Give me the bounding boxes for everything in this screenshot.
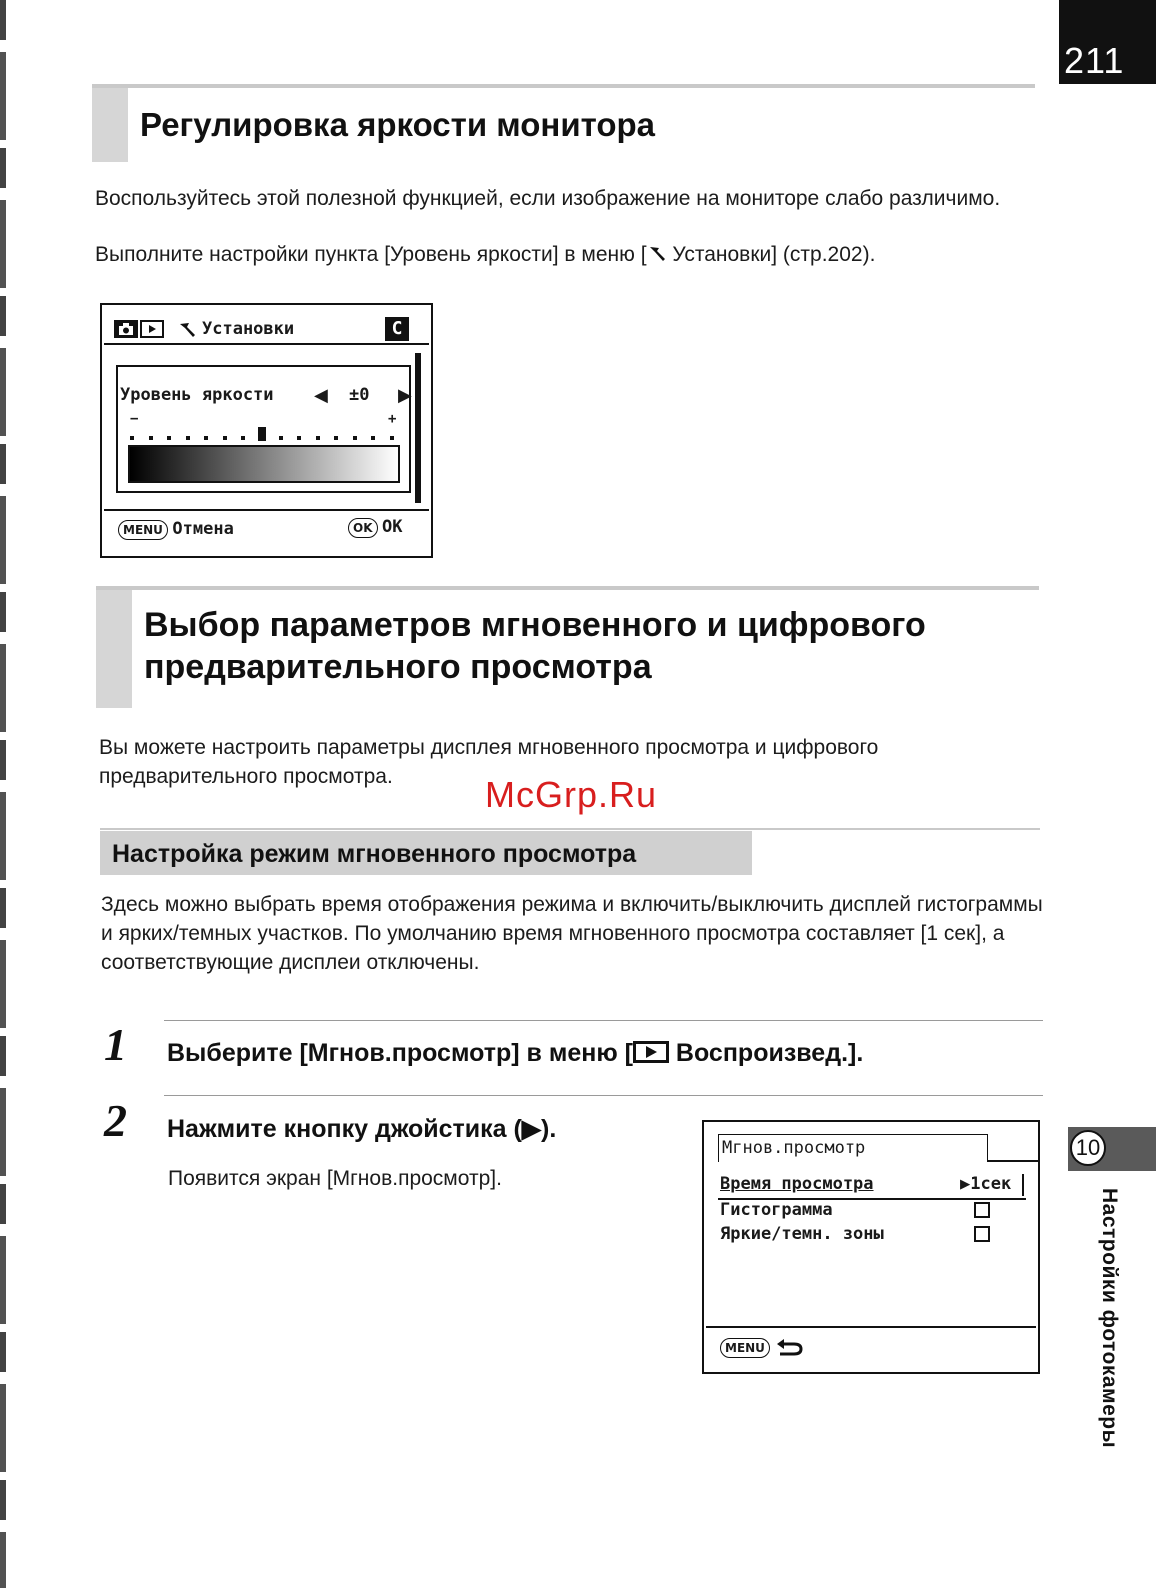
step-number: 1 xyxy=(104,1019,127,1070)
scale-dot xyxy=(334,436,338,440)
paragraph: Выполните настройки пункта [Уровень яркости] в меню [ Установки] (стр.202). xyxy=(95,243,876,266)
wrench-icon xyxy=(647,245,667,263)
section-marker xyxy=(96,590,132,708)
subsection-title: Настройка режим мгновенного просмотра xyxy=(112,840,637,868)
playback-tab-icon xyxy=(140,320,164,338)
scale-dot xyxy=(297,436,301,440)
menu-key-icon: MENU xyxy=(118,520,168,540)
scale-dot xyxy=(371,436,375,440)
step-rule xyxy=(164,1020,1043,1021)
step-text: Выберите [Мгнов.просмотр] в меню [ Воспроизвед.]. xyxy=(167,1039,864,1067)
brightness-popup xyxy=(116,365,411,493)
scale-minus: − xyxy=(130,411,139,427)
paragraph: Здесь можно выбрать время отображения режима и включить/выключить дисплей гистограммы и ярких/темных участков. По умолчанию время мгновенного просмотра составляет [1 сек], а соответствующие дисплеи отключены. xyxy=(101,893,1043,974)
tab-baseline xyxy=(988,1160,1038,1162)
scale-dot xyxy=(186,436,190,440)
menu-row[interactable] xyxy=(718,1198,1026,1224)
instant-review-screen xyxy=(702,1120,1040,1374)
scale-dot xyxy=(167,436,171,440)
arrow-left-icon[interactable]: ◀ xyxy=(314,385,328,405)
scale-dot xyxy=(223,436,227,440)
step-rule xyxy=(164,1095,1043,1096)
watermark: McGrp.Ru xyxy=(485,774,658,815)
setting-value: ±0 xyxy=(349,385,370,405)
custom-tab-badge: C xyxy=(385,317,409,341)
section-title-line1: Выбор параметров мгновенного и цифрового xyxy=(144,606,926,644)
menu-key-icon: MENU xyxy=(720,1338,770,1358)
tab-divider xyxy=(104,343,429,345)
scale-plus: + xyxy=(388,411,397,427)
setting-label: Уровень яркости xyxy=(120,385,274,405)
back-arrow-icon xyxy=(774,1336,804,1356)
screen-tab-title: Мгнов.просмотр xyxy=(722,1138,866,1158)
scale-dot xyxy=(149,436,153,440)
scale-dot xyxy=(316,436,320,440)
ok-key-icon: OK xyxy=(348,518,378,538)
brightness-screen xyxy=(100,303,433,558)
menu-row-value: ▶1сек xyxy=(960,1174,1012,1194)
chapter-number: 10 xyxy=(1070,1130,1106,1166)
row-end-marker xyxy=(1022,1174,1024,1196)
step-text: Нажмите кнопку джойстика (▶). xyxy=(167,1115,557,1143)
section-title: Регулировка яркости монитора xyxy=(140,106,656,143)
scale-dot xyxy=(353,436,357,440)
cancel-label: Отмена xyxy=(172,519,234,539)
menu-row[interactable] xyxy=(718,1172,1026,1200)
subsection-rule xyxy=(100,828,1040,830)
page-number: 211 xyxy=(1064,40,1125,81)
chapter-title: Настройки фотокамеры xyxy=(1098,1188,1121,1449)
menu-row[interactable] xyxy=(718,1222,1026,1248)
scale-dot xyxy=(241,436,245,440)
footer-divider xyxy=(104,509,429,511)
highlight-zones-checkbox[interactable] xyxy=(974,1226,990,1242)
menu-row-label: Яркие/темн. зоны xyxy=(720,1224,884,1244)
arrow-right-icon[interactable]: ▶ xyxy=(398,385,412,405)
histogram-checkbox[interactable] xyxy=(974,1202,990,1218)
scale-dot xyxy=(204,436,208,440)
menu-row-label: Время просмотра xyxy=(720,1174,874,1194)
ok-button[interactable] xyxy=(348,517,402,538)
screen-tab-title: Установки xyxy=(202,319,295,339)
paragraph: Воспользуйтесь этой полезной функцией, если изображение на мониторе слабо различимо. xyxy=(95,187,1001,210)
back-button[interactable] xyxy=(720,1336,804,1358)
scrollbar[interactable] xyxy=(415,353,421,503)
wrench-icon xyxy=(178,321,196,339)
scale-dot xyxy=(390,436,394,440)
scale-marker xyxy=(258,427,266,441)
scale-dot xyxy=(279,436,283,440)
ok-label: OK xyxy=(381,517,403,537)
gradient-bar xyxy=(128,445,400,483)
scan-edge xyxy=(0,0,6,1588)
playback-icon xyxy=(633,1041,669,1063)
footer-divider xyxy=(706,1326,1036,1328)
section-title-line2: предварительного просмотра xyxy=(144,648,652,686)
brightness-scale[interactable] xyxy=(130,427,396,441)
step-number: 2 xyxy=(104,1095,127,1146)
camera-tab-icon xyxy=(114,320,138,338)
paragraph: Вы можете настроить параметры дисплея мгновенного просмотра и цифрового предварительного просмотра. xyxy=(99,736,879,788)
scale-dot xyxy=(130,436,134,440)
section-rule xyxy=(96,586,1039,590)
menu-row-label: Гистограмма xyxy=(720,1200,833,1220)
cancel-button[interactable] xyxy=(118,519,234,540)
section-marker xyxy=(92,88,128,162)
step-subtext: Появится экран [Мгнов.просмотр]. xyxy=(168,1167,502,1190)
section-rule xyxy=(92,84,1035,88)
